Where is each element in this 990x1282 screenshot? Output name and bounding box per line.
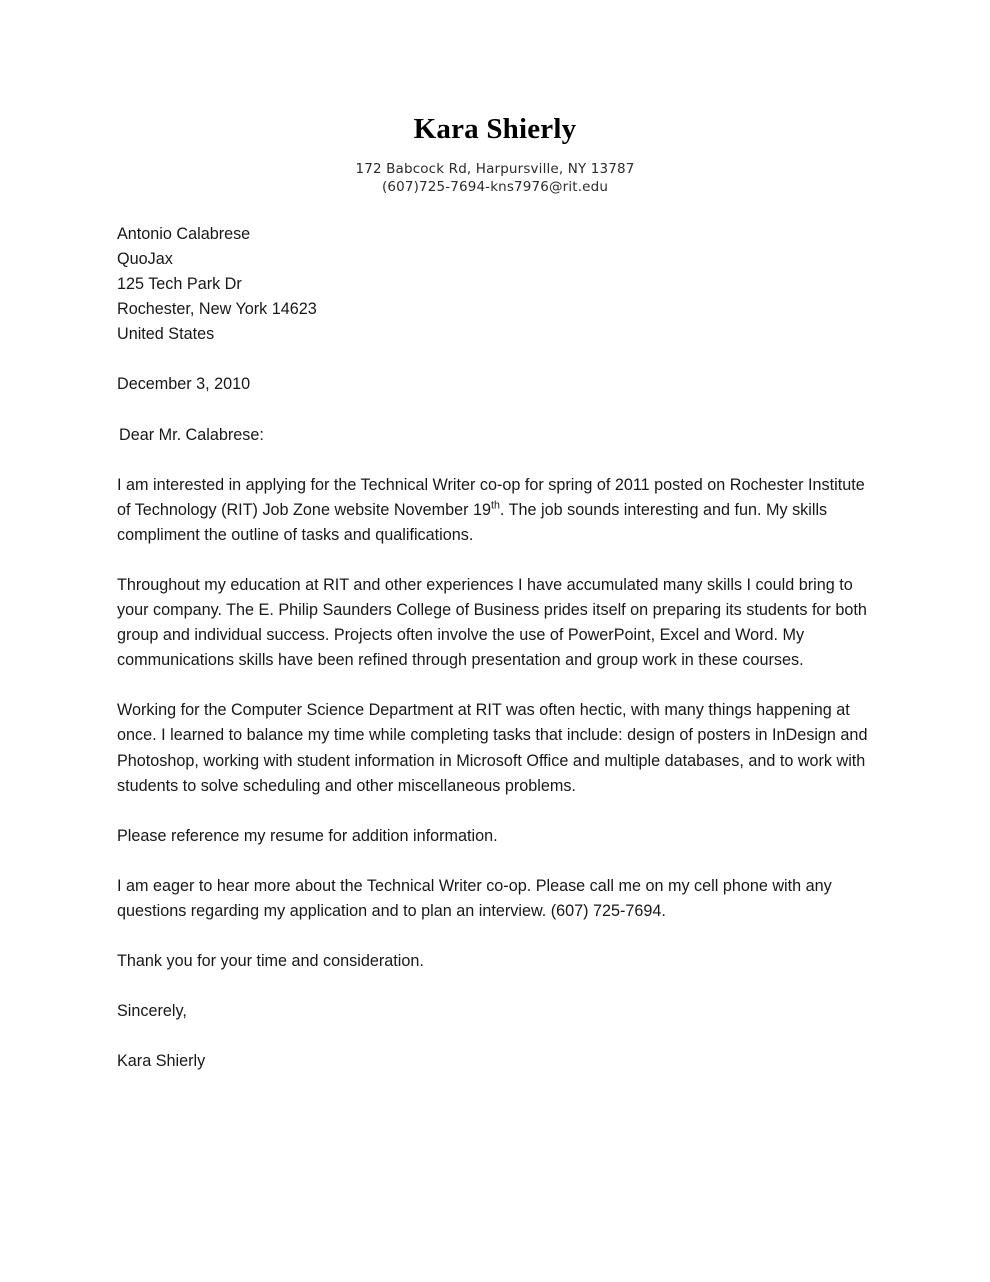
paragraph-intro [117, 473, 877, 548]
paragraph-education: Throughout my education at RIT and other experiences I have accumulated many skills I could bring to your company. The E. Philip Saunders College of Business prides itself on preparing its students for both group and individual success. Projects often involve the use of PowerPoint, Excel and Word. My communications skills have been refined through presentation and group work in these courses. [117, 575, 867, 670]
closing-sign-off: Sincerely, [117, 1002, 187, 1021]
recipient-country: United States [117, 325, 215, 344]
ordinal-superscript: th [491, 499, 500, 512]
sender-phone-email-line: (607)725-7694-kns7976@rit.edu [381, 179, 609, 195]
signature-name: Kara Shierly [117, 1052, 206, 1071]
recipient-address-block [117, 222, 877, 347]
sender-name: Kara Shierly [413, 113, 577, 145]
recipient-street: 125 Tech Park Dr [117, 275, 242, 294]
recipient-company: QuoJax [117, 250, 173, 269]
paragraph-call-to-action: I am eager to hear more about the Technical Writer co-op. Please call me on my cell phone with any questions regarding my application and to plan an interview. (607) 725-7694. [117, 876, 832, 920]
letter-body [117, 222, 877, 1074]
sender-contact-block [0, 160, 990, 196]
paragraph-intro-text-after-superscript: . The job sounds interesting and fun. My skills compliment the outline of tasks and qualifications. [117, 500, 828, 544]
paragraph-resume-reference: Please reference my resume for addition information. [117, 826, 498, 845]
paragraph-experience: Working for the Computer Science Department at RIT was often hectic, with many things happening at once. I learned to balance my time while completing tasks that include: design of posters in InDesign and Photoshop, working with student information in Microsoft Office and multiple databases, and to work with students to solve scheduling and other miscellaneous problems. [117, 701, 868, 795]
paragraph-intro-text-before-superscript: I am interested in applying for the Technical Writer co-op for spring of 2011 posted on Rochester Institute of Technology (RIT) Job Zone website November 19 [117, 475, 865, 519]
sender-address-line: 172 Babcock Rd, Harpursville, NY 13787 [355, 161, 635, 177]
letterhead [0, 112, 990, 196]
closing-thanks: Thank you for your time and consideration. [117, 951, 424, 970]
recipient-name: Antonio Calabrese [117, 225, 251, 243]
letter-date: December 3, 2010 [117, 375, 251, 394]
salutation: Dear Mr. Calabrese: [119, 425, 264, 444]
recipient-city-state-zip: Rochester, New York 14623 [117, 300, 317, 319]
